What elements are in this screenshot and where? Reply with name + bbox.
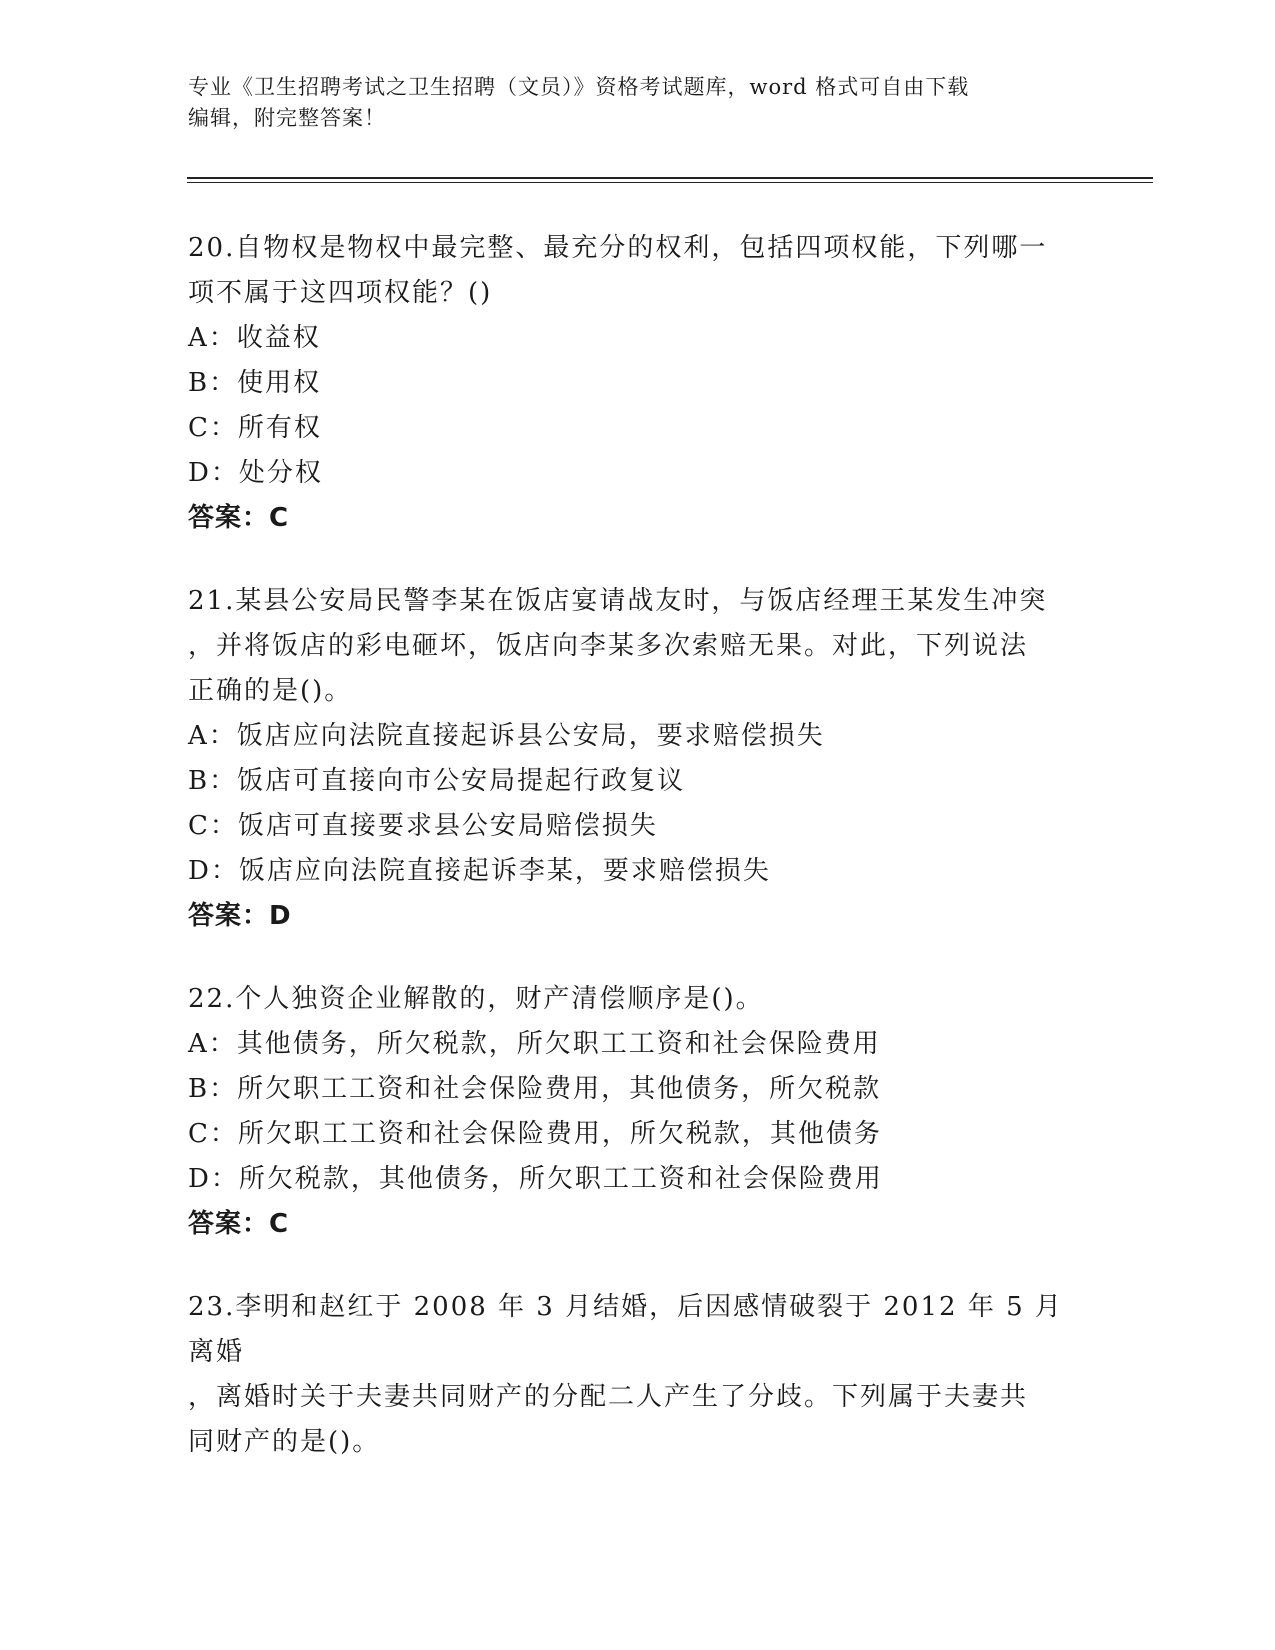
- document-header: [188, 72, 1068, 134]
- answer-key: 答案：C: [188, 503, 290, 533]
- answer-key: 答案：C: [188, 1209, 290, 1239]
- answer-option: D：处分权: [188, 458, 323, 488]
- question-stem-line: 23.李明和赵红于 2008 年 3 月结婚，后因感情破裂于 2012 年 5 月离婚: [188, 1292, 1063, 1367]
- question-stem-line: 22.个人独资企业解散的，财产清偿顺序是()。: [188, 984, 764, 1014]
- answer-option: A：收益权: [188, 323, 321, 353]
- answer-option: B：使用权: [188, 368, 322, 398]
- answer-option: C：所欠职工工资和社会保险费用，所欠税款，其他债务: [188, 1119, 882, 1149]
- question-4: [188, 1285, 1088, 1465]
- header-divider-thick: [187, 177, 1153, 179]
- answer-option: C：饭店可直接要求县公安局赔偿损失: [188, 811, 658, 841]
- answer-option: C：所有权: [188, 413, 322, 443]
- header-divider-thin: [187, 182, 1153, 183]
- question-1: [188, 226, 1088, 541]
- question-stem-line: ，并将饭店的彩电砸坏，饭店向李某多次索赔无果。对此，下列说法: [188, 631, 1029, 661]
- answer-option: B：饭店可直接向市公安局提起行政复议: [188, 766, 686, 796]
- header-line-2: 编辑，附完整答案！: [188, 106, 386, 130]
- question-stem-line: 项不属于这四项权能？(): [188, 278, 493, 308]
- answer-option: A：饭店应向法院直接起诉县公安局，要求赔偿损失: [188, 721, 825, 751]
- question-stem-line: 同财产的是()。: [188, 1427, 381, 1457]
- question-stem-line: ，离婚时关于夫妻共同财产的分配二人产生了分歧。下列属于夫妻共: [188, 1382, 1029, 1412]
- answer-option: B：所欠职工工资和社会保险费用，其他债务，所欠税款: [188, 1074, 882, 1104]
- answer-option: D：所欠税款，其他债务，所欠职工工资和社会保险费用: [188, 1164, 883, 1194]
- question-3: [188, 977, 1088, 1247]
- question-stem-line: 20.自物权是物权中最完整、最充分的权利，包括四项权能，下列哪一: [188, 233, 1048, 263]
- question-stem-line: 21.某县公安局民警李某在饭店宴请战友时，与饭店经理王某发生冲突: [188, 586, 1048, 616]
- question-list: [188, 226, 1088, 1503]
- answer-option: D：饭店应向法院直接起诉李某，要求赔偿损失: [188, 856, 771, 886]
- question-stem-line: 正确的是()。: [188, 676, 353, 706]
- answer-option: A：其他债务，所欠税款，所欠职工工资和社会保险费用: [188, 1029, 881, 1059]
- header-line-1: 专业《卫生招聘考试之卫生招聘（文员）》资格考试题库，word 格式可自由下载: [188, 75, 970, 99]
- answer-key: 答案：D: [188, 901, 292, 931]
- question-2: [188, 579, 1088, 939]
